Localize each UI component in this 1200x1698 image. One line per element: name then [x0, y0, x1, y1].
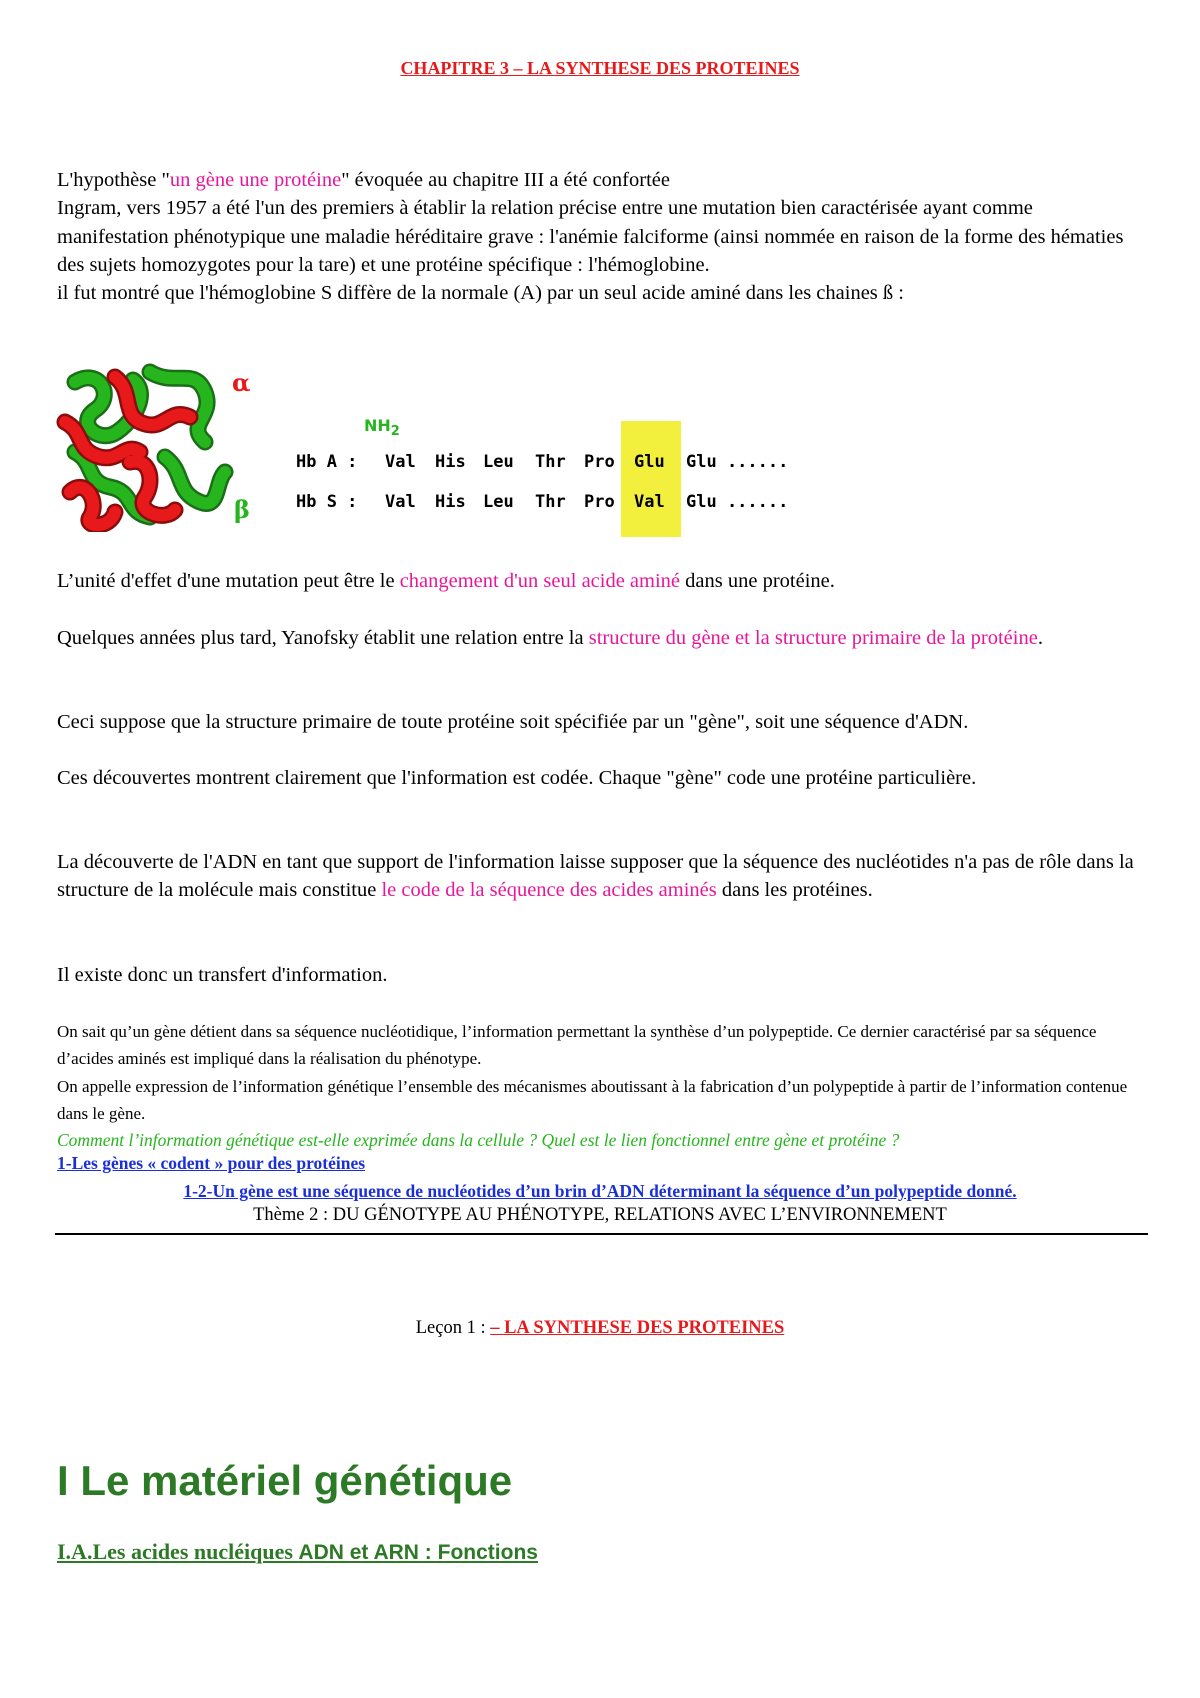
hbs-aa-3: Leu: [483, 492, 514, 512]
highlighted-text: un gène une protéine: [169, 169, 342, 191]
hbs-aa-5: Pro: [584, 492, 615, 512]
beta-label: β: [234, 495, 250, 524]
intro-paragraph: [57, 166, 1147, 307]
small-text-2: On appelle expression de l’information génétique l’ensemble des mécanismes aboutissant à la fabrication d’un polypeptide à partir de l’information contenue dans le gène.: [57, 1076, 1128, 1123]
intro-line-1: L'hypothèse "un gène une protéine" évoquée au chapitre III a été confortée: [57, 169, 670, 191]
paragraph-transfer: Il existe donc un transfert d'information.: [57, 964, 388, 986]
hba-aa-2: His: [435, 452, 466, 472]
hba-aa-4: Thr: [535, 452, 566, 472]
hba-aa-3: Leu: [483, 452, 514, 472]
hbs-label: Hb S :: [296, 492, 358, 512]
subsection-title: I.A.Les acides nucléiques ADN et ARN : Fonctions: [57, 1539, 538, 1564]
paragraph-yanofsky: Quelques années plus tard, Yanofsky établit une relation entre la structure du gène et la structure primaire de la protéine.: [57, 627, 1043, 649]
theme-heading: Thème 2 : DU GÉNOTYPE AU PHÉNOTYPE, RELATIONS AVEC L’ENVIRONNEMENT: [253, 1205, 947, 1225]
hbs-aa-2: His: [435, 492, 466, 512]
question-text: Comment l’information génétique est-elle exprimée dans la cellule ? Quel est le lien fonctionnel entre gène et protéine ?: [57, 1130, 900, 1150]
chapter-title: CHAPITRE 3 – LA SYNTHESE DES PROTEINES: [400, 58, 800, 78]
alpha-label: α: [232, 368, 251, 397]
hba-aa-5: Pro: [584, 452, 615, 472]
small-paragraph: [57, 1018, 1147, 1127]
hbs-aa-4: Thr: [535, 492, 566, 512]
paragraph-dna-discovery: La découverte de l'ADN en tant que support de l'information laisse supposer que la séquence des nucléotides n'a pas de rôle dans la structure de la molécule mais constitue le code de la séquence des acides aminés dans les protéines.: [57, 851, 1134, 902]
hba-label: Hb A :: [296, 452, 358, 472]
paragraph-coded-info: Ces découvertes montrent clairement que l'information est codée. Chaque "gène" code une protéine particulière.: [57, 767, 977, 789]
hemoglobin-structure-image: [55, 362, 235, 532]
intro-line-3: il fut montré que l'hémoglobine S diffère de la normale (A) par un seul acide aminé dans les chaines ß :: [57, 282, 904, 305]
hbs-aa-1: Val: [385, 492, 416, 512]
hba-aa-6: Glu: [634, 452, 665, 472]
link-gene-sequence[interactable]: 1-2-Un gène est une séquence de nucléotides d’un brin d’ADN déterminant la séquence d’un polypeptide donné.: [183, 1181, 1017, 1201]
hbs-aa-7: Glu ......: [686, 492, 789, 512]
hba-aa-7: Glu ......: [686, 452, 789, 472]
mutation-highlight: [621, 421, 681, 537]
paragraph-primary-structure: Ceci suppose que la structure primaire de toute protéine soit spécifiée par un "gène", soit une séquence d'ADN.: [57, 711, 969, 733]
horizontal-rule: [55, 1233, 1148, 1235]
small-text-1: On sait qu’un gène détient dans sa séquence nucléotidique, l’information permettant la synthèse d’un polypeptide. Ce dernier caractérisé par sa séquence d’acides aminés est impliqué dans la réalisation du phénotype.: [57, 1022, 1097, 1069]
hba-aa-1: Val: [385, 452, 416, 472]
paragraph-mutation-unit: L’unité d'effet d'une mutation peut être le changement d'un seul acide aminé dans une protéine.: [57, 570, 835, 592]
link-genes-code[interactable]: 1-Les gènes « codent » pour des protéines: [57, 1153, 366, 1173]
nh2-label: $NH_2$: [364, 416, 400, 439]
hbs-aa-6: Val: [634, 492, 665, 512]
intro-line-2: Ingram, vers 1957 a été l'un des premiers à établir la relation précise entre une mutation bien caractérisée ayant comme manifestation phénotypique une maladie héréditaire grave : l'anémie falciforme (ainsi nommée en raison de la forme des hématies des sujets homozygotes pour la tare) et une protéine spécifique : l'hémoglobine.: [57, 197, 1124, 276]
lesson-heading: Leçon 1 : – LA SYNTHESE DES PROTEINES: [415, 1318, 785, 1338]
section-title: I Le matériel génétique: [57, 1457, 513, 1504]
